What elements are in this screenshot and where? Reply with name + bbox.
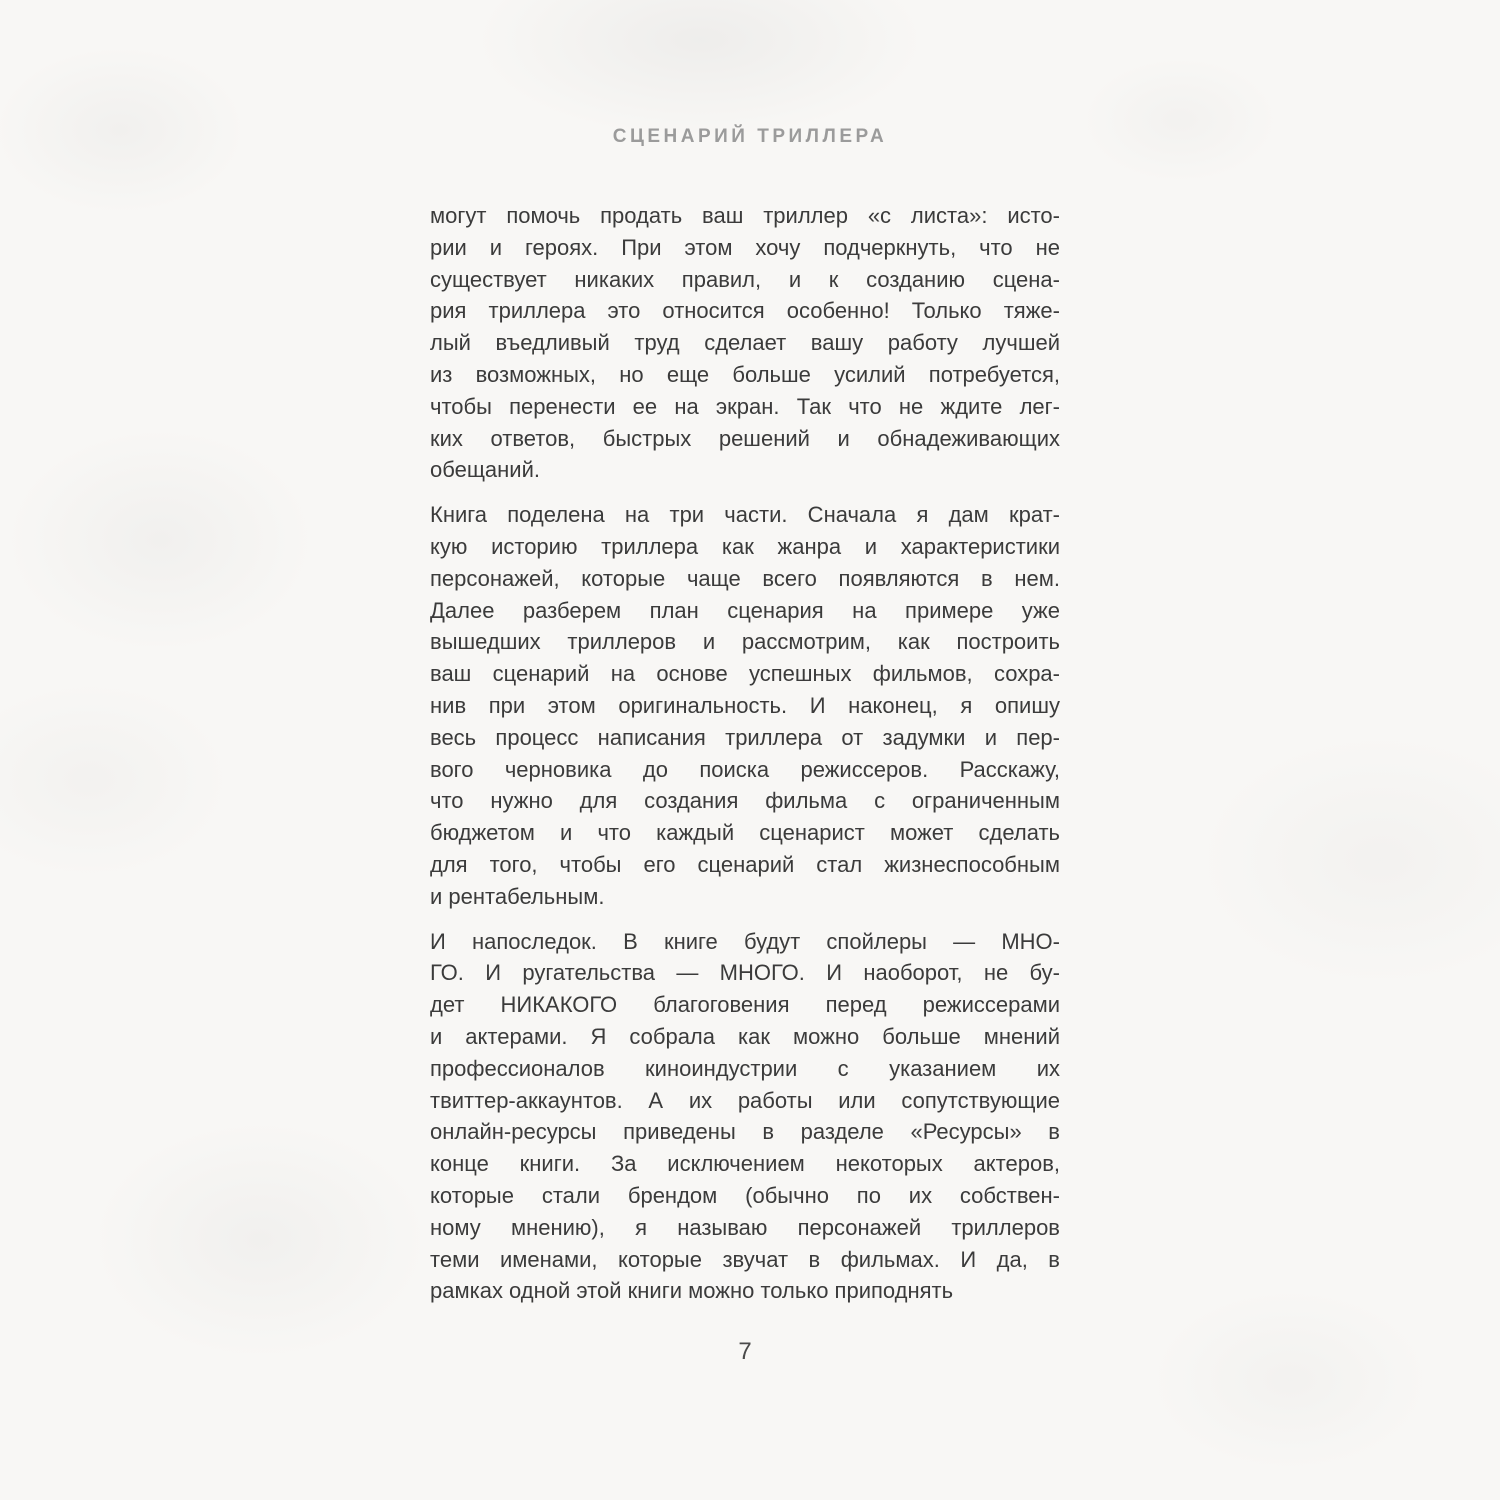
text-line: ному мнению), я называю персонажей триллеров [430,1214,1060,1240]
text-line: Книга поделена на три части. Сначала я дам крат- [430,502,1060,528]
text-line: бюджетом и что каждый сценарист может сделать [430,820,1060,846]
text-line: весь процесс написания триллера от задумки и пер- [430,724,1060,750]
text-line: ваш сценарий на основе успешных фильмов, сохра- [430,661,1060,687]
text-line: профессионалов киноиндустрии с указанием их [430,1055,1060,1081]
text-line: рия триллера это относится особенно! Только тяже- [430,298,1060,324]
text-block [430,200,1060,1307]
text-line: из возможных, но еще больше усилий потребуется, [430,361,1060,387]
text-line: персонажей, которые чаще всего появляются в нем. [430,565,1060,591]
text-line: ГО. И ругательства — МНОГО. И наоборот, не бу- [430,960,1060,986]
text-line: могут помочь продать ваш триллер «с листа»: исто- [430,203,1060,228]
text-line: существует никаких правил, и к созданию сцена- [430,266,1060,292]
text-line: дет НИКАКОГО благоговения перед режиссерами [430,992,1060,1018]
text-line: что нужно для создания фильма с ограниченным [430,788,1060,814]
paragraph [430,200,1060,486]
text-line: вышедших триллеров и рассмотрим, как построить [430,629,1060,655]
text-line: Далее разберем план сценария на примере уже [430,597,1060,623]
text-line: для того, чтобы его сценарий стал жизнеспособным [430,851,1060,877]
text-line: теми именами, которые звучат в фильмах. И да, в [430,1246,1060,1272]
text-line: ких ответов, быстрых решений и обнадеживающих [430,425,1060,451]
text-line: рамках одной этой книги можно только приподнять [430,1278,954,1304]
paragraph [430,499,1060,912]
text-line: нив при этом оригинальность. И наконец, я опишу [430,692,1060,718]
text-line: которые стали брендом (обычно по их собствен- [430,1182,1060,1208]
text-line: лый въедливый труд сделает вашу работу лучшей [430,330,1060,356]
text-line: конце книги. За исключением некоторых актеров, [430,1151,1060,1177]
text-line: онлайн-ресурсы приведены в разделе «Ресурсы» в [430,1119,1060,1145]
text-line: и рентабельным. [430,883,605,909]
text-line: вого черновика до поиска режиссеров. Расскажу, [430,756,1060,782]
text-line: И напоследок. В книге будут спойлеры — МНО- [430,928,1060,954]
text-line: обещаний. [430,457,540,483]
text-line: чтобы перенести ее на экран. Так что не ждите лег- [430,393,1060,419]
paragraph [430,926,1060,1308]
running-header: СЦЕНАРИЙ ТРИЛЛЕРА [612,126,888,147]
text-line: и актерами. Я собрала как можно больше мнений [430,1023,1060,1049]
text-line: кую историю триллера как жанра и характеристики [430,533,1060,559]
text-line: рии и героях. При этом хочу подчеркнуть, что не [430,234,1060,260]
text-line: твиттер-аккаунтов. А их работы или сопутствующие [430,1087,1060,1113]
page-number: 7 [738,1338,752,1365]
